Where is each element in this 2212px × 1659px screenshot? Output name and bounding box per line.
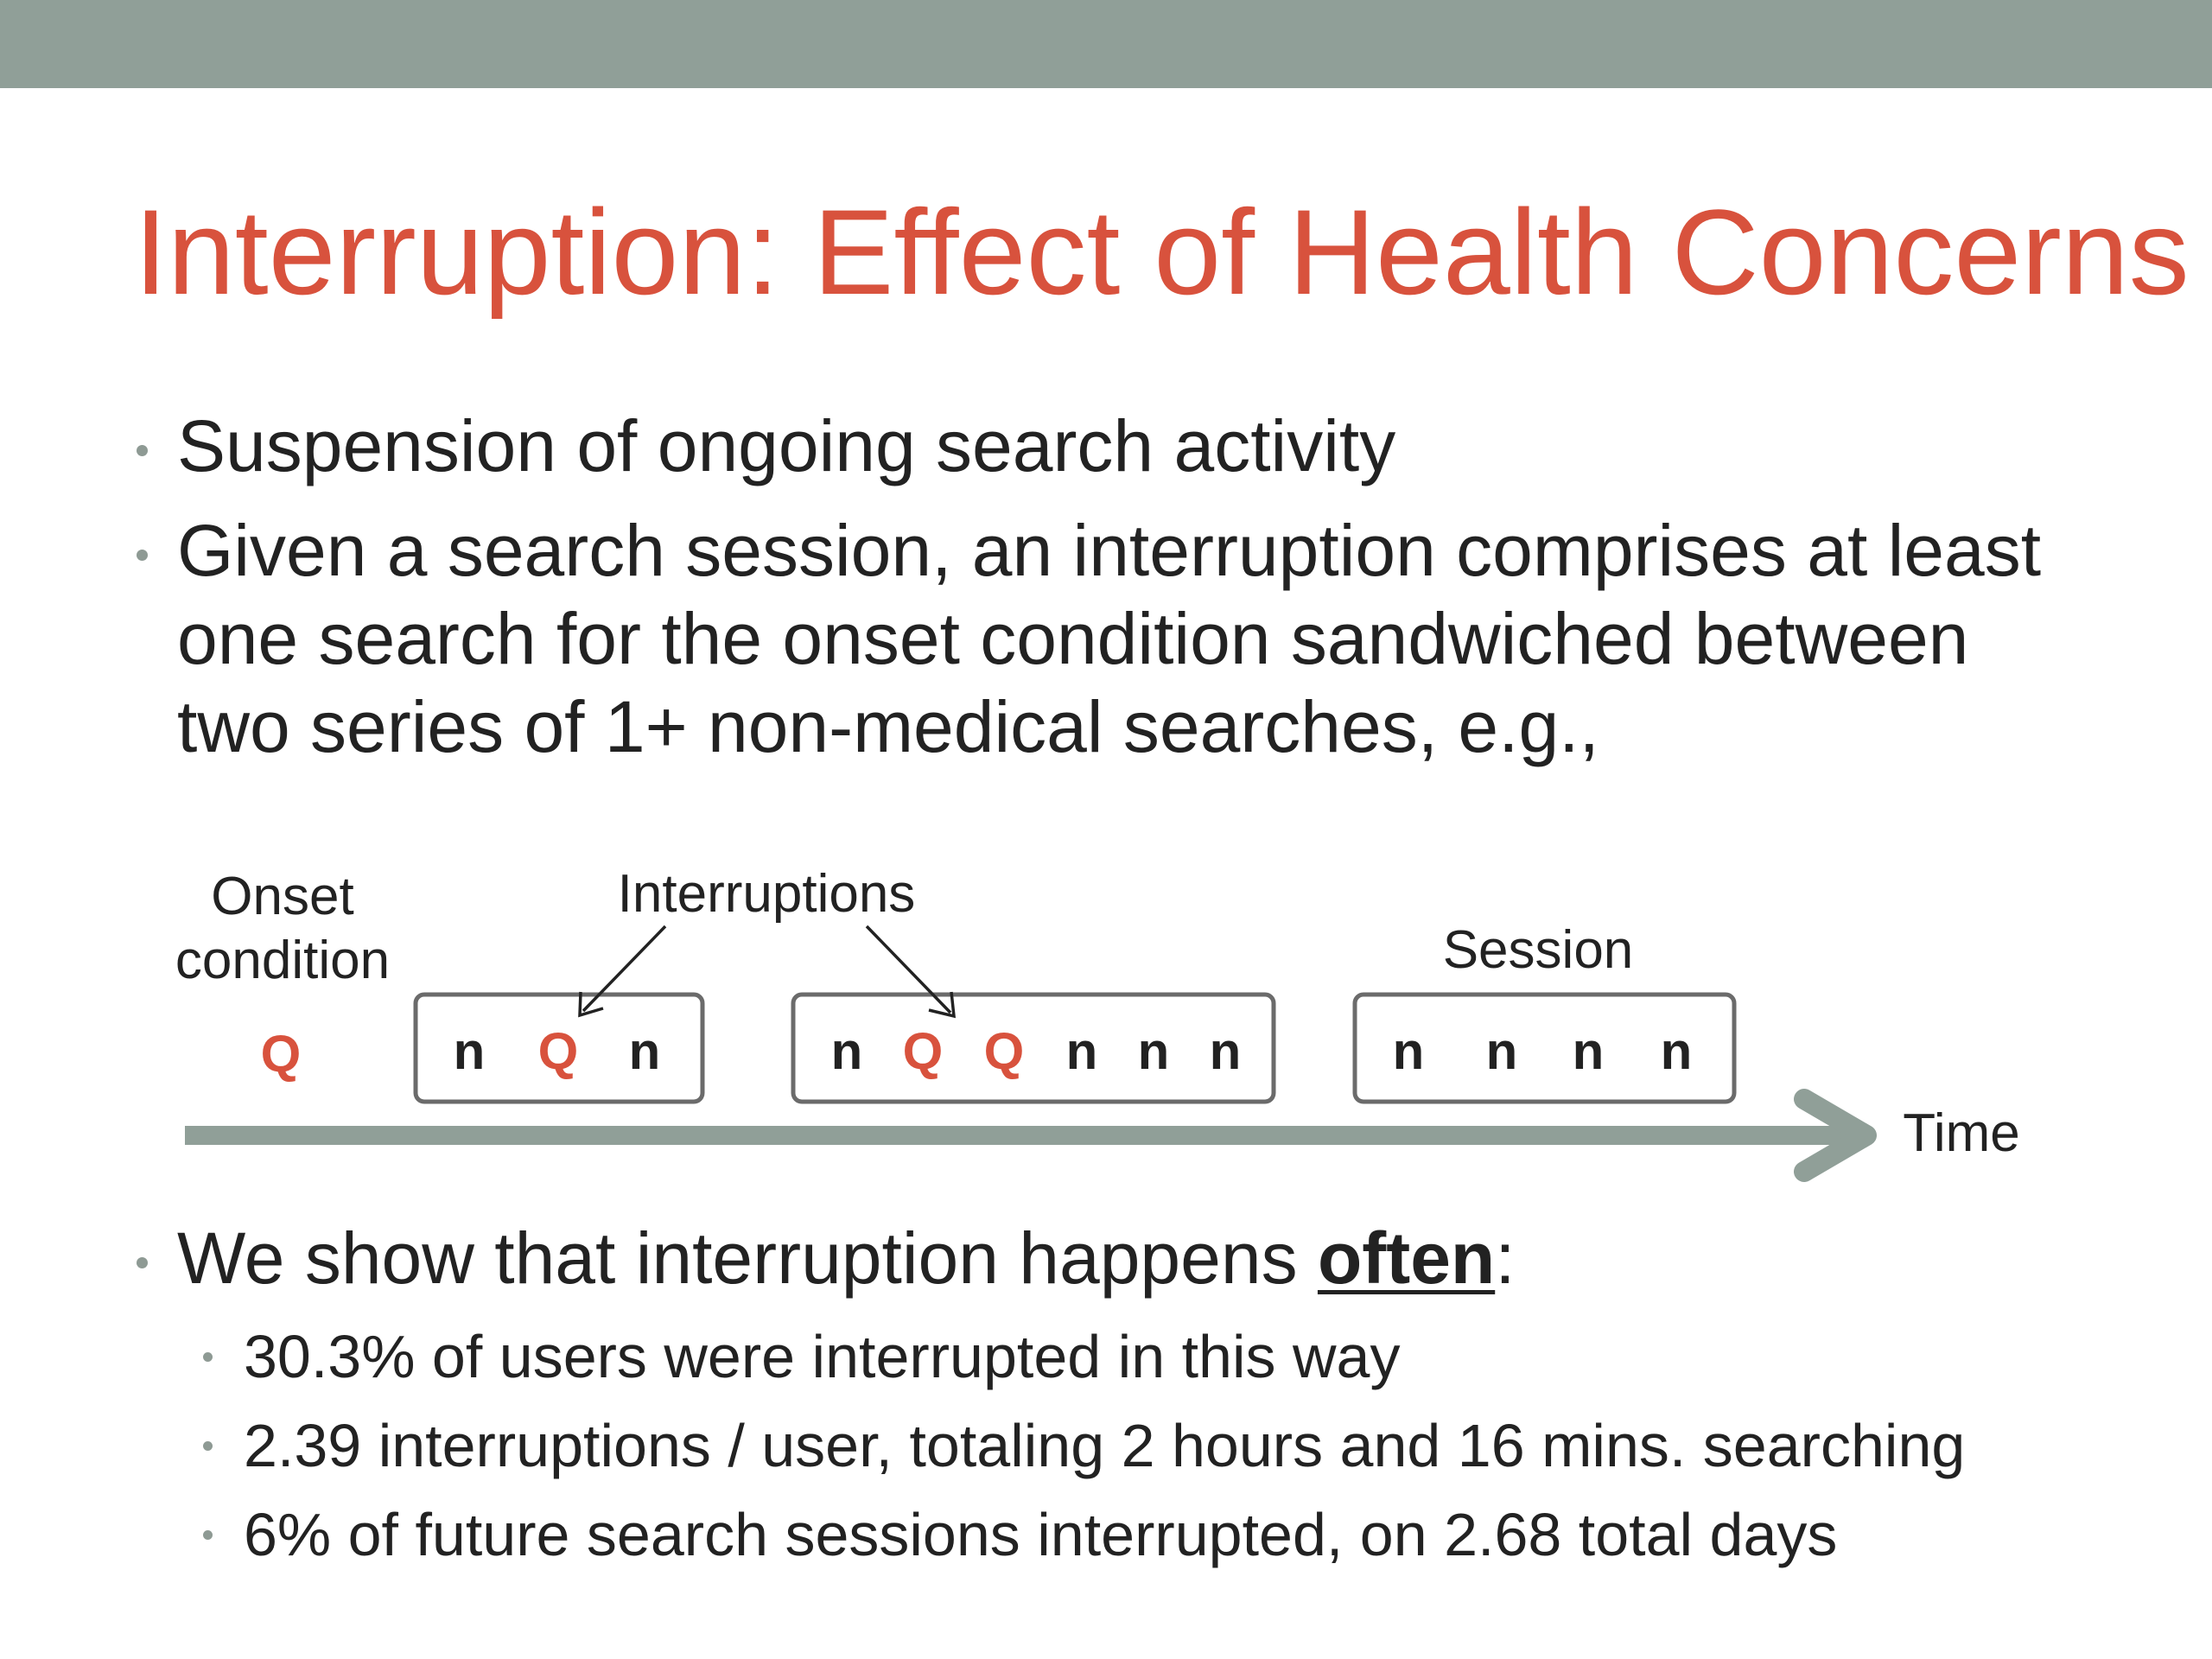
- findings-suffix: :: [1495, 1217, 1516, 1299]
- medical-query-symbol: Q: [983, 1022, 1025, 1080]
- time-axis: [185, 1126, 1853, 1145]
- sub-bullet-dot: [203, 1530, 213, 1540]
- medical-query-symbol: Q: [902, 1022, 944, 1080]
- bullet-suspension: Suspension of ongoing search activity: [177, 405, 1396, 486]
- non-medical-query-symbol: n: [628, 1022, 661, 1080]
- slide-title: Interruption: Effect of Health Concerns: [134, 184, 2190, 320]
- non-medical-query-symbol: n: [1137, 1022, 1170, 1080]
- session-label: Session: [1442, 920, 1634, 980]
- findings-emphasis: often: [1317, 1217, 1496, 1299]
- onset-label-line-1: Onset: [211, 867, 354, 926]
- bullet-dot: [137, 1257, 148, 1268]
- sub-bullet-future-sessions: 6% of future search sessions interrupted, on 2.68 total days: [244, 1501, 1838, 1568]
- findings-prefix: We show that interruption happens: [177, 1217, 1318, 1299]
- non-medical-query-symbol: n: [1485, 1022, 1518, 1080]
- interruption-box-2: [793, 995, 1274, 1102]
- non-medical-query-symbol: n: [1660, 1022, 1693, 1080]
- sub-bullet-dot: [203, 1441, 213, 1451]
- sub-bullet-dot: [203, 1352, 213, 1362]
- box-symbols: [454, 1022, 1693, 1080]
- non-medical-query-symbol: n: [1392, 1022, 1425, 1080]
- non-medical-query-symbol: n: [1572, 1022, 1605, 1080]
- non-medical-query-symbol: n: [1209, 1022, 1242, 1080]
- bullet-definition-line-1: Given a search session, an interruption comprises at least: [177, 510, 2042, 591]
- non-medical-query-symbol: n: [1065, 1022, 1098, 1080]
- onset-query-symbol: Q: [260, 1025, 302, 1083]
- onset-label-line-2: condition: [175, 931, 391, 990]
- interruptions-label: Interruptions: [617, 864, 916, 924]
- non-medical-query-symbol: n: [830, 1022, 863, 1080]
- time-label: Time: [1903, 1103, 2020, 1163]
- medical-query-symbol: Q: [537, 1022, 579, 1080]
- bullet-definition-line-3: two series of 1+ non-medical searches, e.g.,: [177, 686, 1599, 767]
- bullet-definition-line-2: one search for the onset condition sandwiched between: [177, 598, 1969, 679]
- non-medical-query-symbol: n: [453, 1022, 486, 1080]
- bullet-findings: [177, 1214, 1516, 1302]
- sub-bullet-interruptions-per-user: 2.39 interruptions / user, totaling 2 hours and 16 mins. searching: [244, 1412, 1966, 1479]
- sub-bullet-users-interrupted: 30.3% of users were interrupted in this way: [244, 1323, 1401, 1390]
